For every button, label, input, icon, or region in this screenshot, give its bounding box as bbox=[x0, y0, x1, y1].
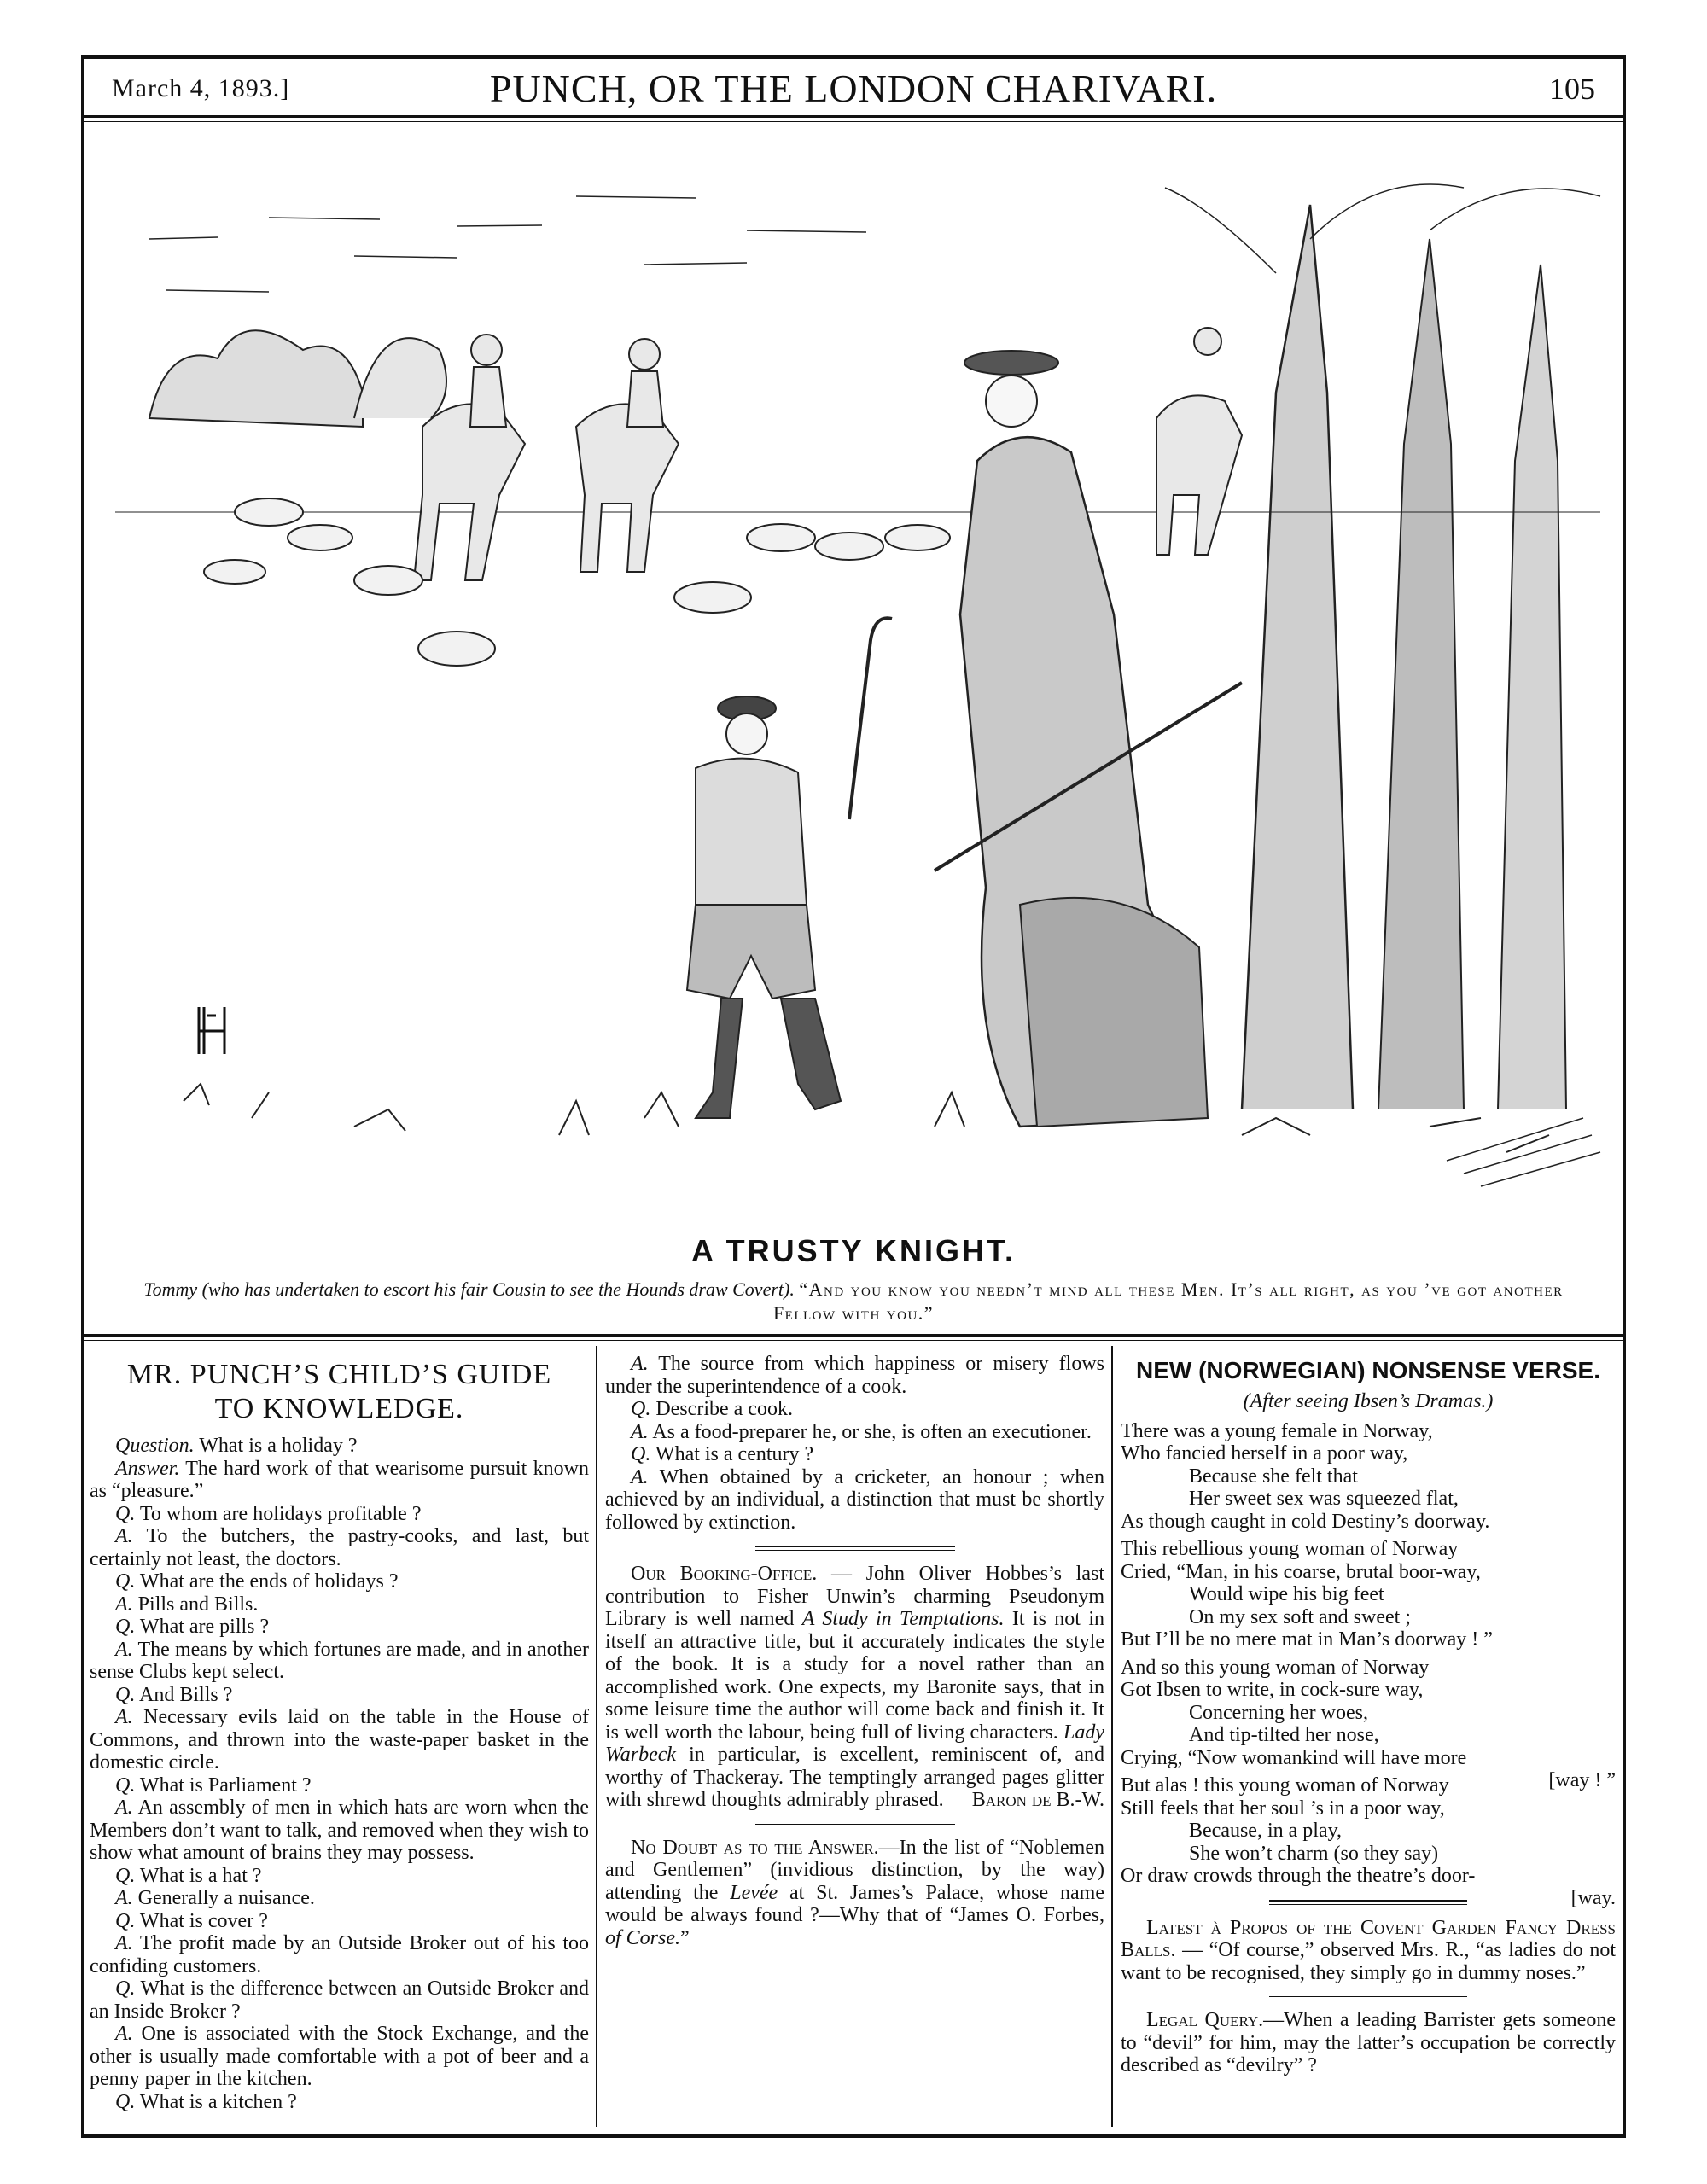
article-heading bbox=[90, 1358, 589, 1426]
qa-item bbox=[90, 1887, 589, 1910]
cartoon-caption bbox=[132, 1278, 1575, 1325]
divider-rule bbox=[755, 1824, 955, 1825]
qa-item bbox=[90, 1570, 589, 1593]
qa-marker: Q. bbox=[115, 1570, 136, 1593]
qa-text: What is a hat ? bbox=[135, 1864, 262, 1887]
page-number: 105 bbox=[1549, 72, 1595, 106]
qa-item bbox=[90, 1977, 589, 2023]
header-rule bbox=[81, 115, 1626, 118]
column-childs-guide bbox=[90, 1353, 589, 2113]
divider-rule bbox=[1269, 1900, 1467, 1905]
qa-marker: Q. bbox=[115, 1616, 136, 1638]
qa-list bbox=[605, 1353, 1104, 1534]
verse-line: Crying, “Now womankind will have more bbox=[1121, 1746, 1467, 1769]
booking-office-paragraph bbox=[605, 1563, 1104, 1812]
qa-text: And Bills ? bbox=[135, 1683, 233, 1706]
divider-rule bbox=[755, 1546, 955, 1551]
qa-marker: A. bbox=[115, 1706, 133, 1728]
qa-item bbox=[90, 1616, 589, 1639]
qa-text: The hard work of that wearisome pursuit known as “pleasure.” bbox=[90, 1457, 589, 1502]
qa-marker: Q. bbox=[631, 1443, 651, 1465]
qa-text: What is cover ? bbox=[135, 1909, 268, 1932]
paragraph-text: —In the list of “Noblemen and Gentlemen” (invidious distinction, by the way) attending the bbox=[605, 1836, 1104, 1904]
paragraph-heading: Latest à Propos of the Covent Garden Fancy Dress Balls. bbox=[1121, 1916, 1616, 1961]
qa-text: To the butchers, the pastry-cooks, and last, but certainly not least, the doctors. bbox=[90, 1525, 589, 1570]
column-middle bbox=[605, 1353, 1104, 1949]
qa-marker: Q. bbox=[115, 2090, 136, 2113]
divider-rule bbox=[1269, 1996, 1467, 1997]
qa-item bbox=[90, 1684, 589, 1707]
qa-marker: Q. bbox=[115, 1773, 136, 1797]
page-border-right bbox=[1623, 55, 1626, 2138]
covent-garden-paragraph bbox=[1121, 1917, 1616, 1985]
verse-line: She won’t charm (so they say) bbox=[1189, 1842, 1439, 1865]
qa-item bbox=[90, 1932, 589, 1977]
qa-list bbox=[90, 1435, 589, 2113]
caption-speech: “And you know you needn’t mind all these Men. It’s all right, as you ’ve got another Fellow with you.” bbox=[772, 1278, 1564, 1324]
qa-item bbox=[605, 1466, 1104, 1535]
verse-line: On my sex soft and sweet ; bbox=[1189, 1605, 1411, 1628]
qa-marker: Question. bbox=[115, 1435, 195, 1457]
header-rule-thin bbox=[81, 121, 1626, 122]
italic-word: Levée bbox=[730, 1881, 778, 1904]
verse-line: Cried, “Man, in his coarse, brutal boor-way, bbox=[1121, 1560, 1481, 1583]
qa-item bbox=[605, 1421, 1104, 1444]
qa-text: What are the ends of holidays ? bbox=[135, 1570, 399, 1593]
hunt-scene-drawing bbox=[98, 137, 1609, 1216]
qa-item bbox=[90, 1503, 589, 1526]
qa-marker: A. bbox=[115, 1932, 133, 1954]
paragraph-text: at St. James’s Palace, whose name would be always found ?—Why that of “James O. Forbes, bbox=[605, 1881, 1104, 1926]
verse-line: Concerning her woes, bbox=[1189, 1701, 1368, 1724]
signature: Baron de B.-W. bbox=[971, 1789, 1104, 1811]
caption-lead: Tommy (who has undertaken to escort his fair Cousin to see the Hounds draw Covert). bbox=[143, 1278, 795, 1300]
book-title: A Study in Temptations. bbox=[801, 1608, 1005, 1630]
qa-item bbox=[90, 1435, 589, 1458]
cartoon-title: A TRUSTY KNIGHT. bbox=[690, 1233, 1016, 1268]
qa-text: As a food-preparer he, or she, is often an executioner. bbox=[648, 1420, 1092, 1443]
paragraph-heading: No Doubt as to the Answer. bbox=[631, 1836, 879, 1859]
masthead-title: PUNCH, OR THE LONDON CHARIVARI. bbox=[489, 67, 1218, 110]
heading-line: TO KNOWLEDGE. bbox=[214, 1393, 464, 1424]
qa-text: One is associated with the Stock Exchange, and the other is usually made comfortable with a pot of beer and a penny paper in the kitchen. bbox=[90, 2023, 589, 2090]
paragraph-text: —When a leading Barrister gets someone to “devil” for him, may the latter’s occupation be correctly described as “devilry” ? bbox=[1121, 2009, 1616, 2076]
qa-text: An assembly of men in which hats are worn when the Members don’t want to talk, and removed when they wish to show what amount of brains they may possess. bbox=[90, 1797, 589, 1864]
verse-body bbox=[1121, 1419, 1616, 1909]
qa-text: What is Parliament ? bbox=[135, 1773, 312, 1797]
qa-item bbox=[90, 1706, 589, 1774]
verse-line: Would wipe his big feet bbox=[1189, 1583, 1384, 1605]
verse-stanza: And so this young woman of Norway Got Ibsen to write, in cock-sure way, Concerning her woes, And tip-tilted her nose, [way ! ” Crying, “Now womankind will have more bbox=[1121, 1656, 1616, 1791]
verse-line: Still feels that her soul ’s in a poor way, bbox=[1121, 1797, 1445, 1820]
heading-line: MR. PUNCH’S CHILD’S GUIDE bbox=[126, 1359, 552, 1390]
verse-line: As though caught in cold Destiny’s doorway. bbox=[1121, 1510, 1490, 1533]
qa-text: Generally a nuisance. bbox=[132, 1887, 315, 1909]
paragraph-heading: Legal Query. bbox=[1146, 2009, 1264, 2031]
magazine-page bbox=[81, 55, 1626, 2138]
qa-item bbox=[90, 1797, 589, 1865]
qa-item bbox=[90, 2091, 589, 2114]
qa-text: What is the difference between an Outside Broker and an Inside Broker ? bbox=[90, 1977, 589, 2023]
book-title: Lady Warbeck bbox=[605, 1721, 1104, 1766]
qa-text: What is a holiday ? bbox=[194, 1435, 358, 1457]
qa-text: Pills and Bills. bbox=[132, 1593, 259, 1616]
issue-date: March 4, 1893.] bbox=[112, 74, 290, 102]
verse-heading: NEW (NORWEGIAN) NONSENSE VERSE. bbox=[1136, 1357, 1600, 1383]
verse-line: Because she felt that bbox=[1189, 1465, 1358, 1488]
qa-item bbox=[605, 1443, 1104, 1466]
verse-line: And so this young woman of Norway bbox=[1121, 1656, 1430, 1679]
qa-item bbox=[90, 1639, 589, 1684]
paragraph-text: It is not in itself an attractive title, but it accurately indicates the style of the book. It is a study for a novel rather than an accomplished work. One expects, my Baronite says, that in some leisure time the author will come back and finish it. It is well worth the labour, being full of living characters. bbox=[605, 1608, 1105, 1744]
verse-line: Her sweet sex was squeezed flat, bbox=[1189, 1488, 1459, 1510]
qa-text: What is a kitchen ? bbox=[135, 2090, 297, 2113]
no-doubt-paragraph bbox=[605, 1837, 1104, 1950]
qa-item bbox=[90, 2023, 589, 2091]
column-divider bbox=[1111, 1346, 1113, 2127]
qa-text: The source from which happiness or misery flows under the superintendence of a cook. bbox=[605, 1353, 1104, 1398]
qa-item bbox=[90, 1458, 589, 1503]
qa-marker: A. bbox=[631, 1420, 649, 1443]
qa-item bbox=[90, 1774, 589, 1797]
verse-line: And tip-tilted her nose, bbox=[1189, 1724, 1379, 1746]
section-rule-thin bbox=[81, 1340, 1626, 1341]
verse-stanza bbox=[1121, 1538, 1616, 1651]
verse-subheading: (After seeing Ibsen’s Dramas.) bbox=[1243, 1390, 1494, 1412]
qa-text: To whom are holidays profitable ? bbox=[135, 1502, 422, 1525]
qa-marker: A. bbox=[115, 1525, 133, 1547]
qa-marker: Q. bbox=[115, 1683, 136, 1706]
verse-stanza bbox=[1121, 1420, 1616, 1534]
qa-marker: A. bbox=[631, 1353, 649, 1375]
qa-item bbox=[90, 1525, 589, 1570]
verse-line: But I’ll be no mere mat in Man’s doorway ! ” bbox=[1121, 1628, 1493, 1651]
italic-word: of Corse. bbox=[605, 1926, 681, 1949]
column-divider bbox=[596, 1346, 597, 2127]
qa-marker: A. bbox=[115, 1797, 133, 1819]
qa-marker: Q. bbox=[115, 1909, 136, 1932]
verse-line: Or draw crowds through the theatre’s door- bbox=[1121, 1865, 1476, 1887]
page-header bbox=[81, 59, 1626, 115]
qa-text: The profit made by an Outside Broker out of his too confiding customers. bbox=[90, 1932, 589, 1977]
qa-marker: A. bbox=[631, 1465, 649, 1488]
paragraph-heading: Our Booking-Office. bbox=[631, 1563, 818, 1585]
paragraph-text: — John Oliver Hobbes’s last contribution to Fisher Unwin’s charming Pseudonym Library is well named bbox=[605, 1563, 1104, 1630]
page-border-bottom bbox=[81, 2134, 1626, 2138]
qa-item bbox=[90, 1593, 589, 1616]
column-nonsense-verse bbox=[1121, 1353, 1616, 2077]
verse-line: Because, in a play, bbox=[1189, 1820, 1343, 1842]
verse-line: There was a young female in Norway, bbox=[1121, 1419, 1433, 1442]
verse-line: Who fancied herself in a poor way, bbox=[1121, 1442, 1408, 1465]
qa-marker: Q. bbox=[115, 1977, 136, 2000]
legal-query-paragraph bbox=[1121, 2009, 1616, 2077]
section-rule bbox=[81, 1334, 1626, 1337]
cartoon-illustration bbox=[98, 137, 1609, 1216]
verse-line: Got Ibsen to write, in cock-sure way, bbox=[1121, 1679, 1424, 1701]
paragraph-text: — “Of course,” observed Mrs. R., “as ladies do not want to be recognised, they simply go in dummy noses.” bbox=[1121, 1939, 1616, 1984]
qa-text: When obtained by a cricketer, an honour ; when achieved by an individual, a distinction that must be shortly followed by extinction. bbox=[605, 1465, 1104, 1534]
qa-item bbox=[605, 1398, 1104, 1421]
qa-text: The means by which fortunes are made, and in another sense Clubs kept select. bbox=[90, 1638, 589, 1683]
verse-stanza: But alas ! this young woman of Norway Still feels that her soul ’s in a poor way, Because, in a play, She won’t charm (so they say) [way. Or draw crowds through the theatre’s door- bbox=[1121, 1774, 1616, 1909]
page-border-left bbox=[81, 55, 84, 2138]
verse-line: This rebellious young woman of Norway bbox=[1121, 1538, 1459, 1560]
verse-line: But alas ! this young woman of Norway bbox=[1121, 1774, 1449, 1797]
qa-marker: A. bbox=[115, 2023, 133, 2045]
qa-marker: A. bbox=[115, 1638, 133, 1661]
qa-marker: Q. bbox=[631, 1398, 651, 1420]
qa-marker: A. bbox=[115, 1593, 133, 1616]
qa-text: What is a century ? bbox=[650, 1443, 814, 1465]
qa-item bbox=[90, 1865, 589, 1888]
qa-text: Describe a cook. bbox=[650, 1398, 793, 1420]
paragraph-text: ” bbox=[680, 1926, 690, 1949]
qa-item bbox=[605, 1353, 1104, 1398]
qa-item bbox=[90, 1910, 589, 1933]
paragraph-text: in particular, is excellent, reminiscent of, and worthy of Thackeray. The temptingly arranged pages glitter with shrewd thoughts admirably phrased. bbox=[605, 1744, 1104, 1811]
qa-marker: A. bbox=[115, 1887, 133, 1909]
qa-marker: Answer. bbox=[115, 1457, 180, 1480]
artist-monogram-icon bbox=[199, 1007, 224, 1054]
qa-text: What are pills ? bbox=[135, 1616, 270, 1638]
qa-text: Necessary evils laid on the table in the House of Commons, and thrown into the waste-paper basket in the domestic circle. bbox=[90, 1706, 589, 1773]
qa-marker: Q. bbox=[115, 1502, 136, 1525]
qa-marker: Q. bbox=[115, 1864, 136, 1887]
